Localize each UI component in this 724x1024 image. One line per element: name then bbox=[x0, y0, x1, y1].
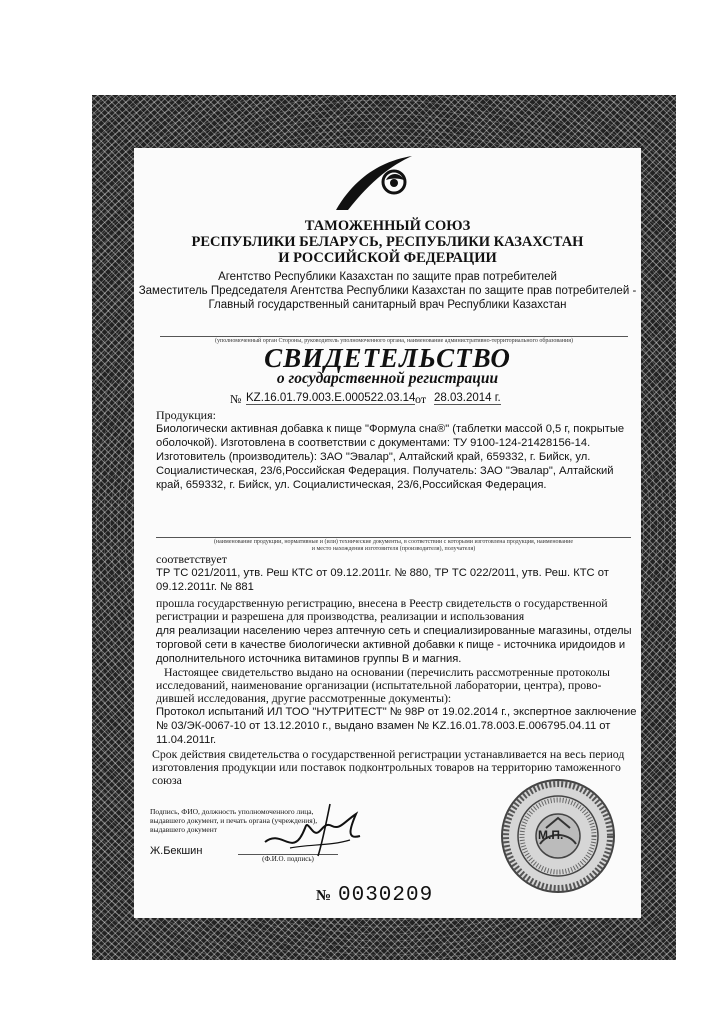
signature-caption-fio: (Ф.И.О. подпись) bbox=[238, 854, 338, 863]
agency-name: Агентство Республики Казахстан по защите прав потребителей bbox=[218, 271, 557, 283]
basis-line: исследований, наименование организации (испытательной лаборатории, центра), прово- bbox=[156, 678, 602, 692]
basis-line: дившей исследования, другие рассмотренные документы): bbox=[156, 691, 452, 705]
product-line: оболочкой). Изготовлена в соответствии с документами: ТУ 9100-124-21428156-14. bbox=[156, 437, 591, 449]
product-caption-line-2: и место нахождения изготовителя (производителя), получателя) bbox=[311, 546, 476, 552]
authority-caption: (уполномоченный орган Стороны, руководитель уполномоченного органа, наименование административно-территориального образования) bbox=[160, 336, 628, 345]
compliance-line: ТР ТС 021/2011, утв. Реш КТС от 09.12.2011г. № 880, ТР ТС 022/2011, утв. Реш. КТС от bbox=[156, 567, 609, 579]
compliance-label: соответствует bbox=[156, 552, 227, 566]
usage-line: дополнительного источника витаминов группы В и магния. bbox=[156, 653, 462, 665]
handwritten-signature bbox=[260, 800, 370, 860]
certificate-number: KZ.16.01.79.003.E.000522.03.14 bbox=[246, 392, 416, 404]
usage-line: для реализации населению через аптечную сеть и специализированные магазины, отделы bbox=[156, 625, 632, 637]
usage-line: торговой сети в качестве биологически активной добавки к пище - источника иридоидов и bbox=[156, 639, 626, 651]
signatory-name: Ж.Бекшин bbox=[150, 845, 203, 857]
validity-line: союза bbox=[152, 773, 182, 787]
registration-line: регистрации и разрешена для производства, реализации и использования bbox=[156, 609, 525, 623]
certificate-title: СВИДЕТЕЛЬСТВО bbox=[264, 343, 511, 373]
product-line: край, 659332, г. Бийск, ул. Социалистическая, 23/6,Российская Федерация. bbox=[156, 479, 547, 491]
product-line: Биологически активная добавка к пище "Формула сна®" (таблетки массой 0,5 г, покрытые bbox=[156, 423, 625, 435]
agency-deputy-chairman: Заместитель Председателя Агентства Республики Казахстан по защите прав потребителей - bbox=[138, 285, 637, 297]
customs-union-emblem-icon bbox=[328, 152, 418, 214]
agency-chief-doctor: Главный государственный санитарный врач Республики Казахстан bbox=[208, 299, 567, 311]
serial-label: № bbox=[316, 888, 332, 904]
certificate-subtitle: о государственной регистрации bbox=[276, 370, 499, 387]
validity-line: изготовления продукции или поставок подконтрольных товаров на территорию таможенного bbox=[152, 760, 621, 774]
product-line: Социалистическая, 23/6,Российская Федерация. Получатель: ЗАО "Эвалар", Алтайский bbox=[156, 465, 614, 477]
number-label: № bbox=[230, 392, 242, 406]
union-title-line-3: И РОССИЙСКОЙ ФЕДЕРАЦИИ bbox=[278, 250, 497, 266]
serial-number: 0030209 bbox=[338, 884, 434, 907]
registration-line: прошла государственную регистрацию, внесена в Реестр свидетельств о государственной bbox=[156, 596, 608, 610]
protocol-line: № 03/ЭК-0067-10 от 13.12.2010 г., выдано взамен № KZ.16.01.78.003.E.006795.04.11 от bbox=[156, 720, 611, 732]
signature-caption: Подпись, ФИО, должность уполномоченного лица, выдавшего документ, и печать органа (учреждения), выдавшего документ bbox=[150, 807, 318, 834]
union-title-line-2: РЕСПУБЛИКИ БЕЛАРУСЬ, РЕСПУБЛИКИ КАЗАХСТАН bbox=[191, 234, 584, 250]
product-caption-line-1: (наименование продукции, нормативные и (или) технические документы, в соответствии с которыми изготовлена продукция, наименование bbox=[156, 537, 631, 546]
compliance-line: 09.12.2011г. № 881 bbox=[156, 581, 254, 593]
protocol-line: Протокол испытаний ИЛ ТОО "НУТРИТЕСТ" № 98Р от 19.02.2014 г., экспертное заключение bbox=[156, 706, 637, 718]
basis-line: Настоящее свидетельство выдано на основании (перечислить рассмотренные протоколы bbox=[164, 665, 610, 679]
union-title-line-1: ТАМОЖЕННЫЙ СОЮЗ bbox=[304, 218, 471, 234]
certificate-date: 28.03.2014 г. bbox=[434, 392, 501, 404]
validity-line: Срок действия свидетельства о государственной регистрации устанавливается на весь период bbox=[152, 747, 625, 761]
product-line: Изготовитель (производитель): ЗАО "Эвалар", Алтайский край, 659332, г. Бийск, ул. bbox=[156, 451, 591, 463]
protocol-line: 11.04.2011г. bbox=[156, 734, 217, 746]
product-label: Продукция: bbox=[156, 408, 216, 422]
stamp-text: М.П. bbox=[538, 828, 564, 842]
date-label: от bbox=[415, 392, 427, 406]
official-seal bbox=[500, 778, 616, 894]
